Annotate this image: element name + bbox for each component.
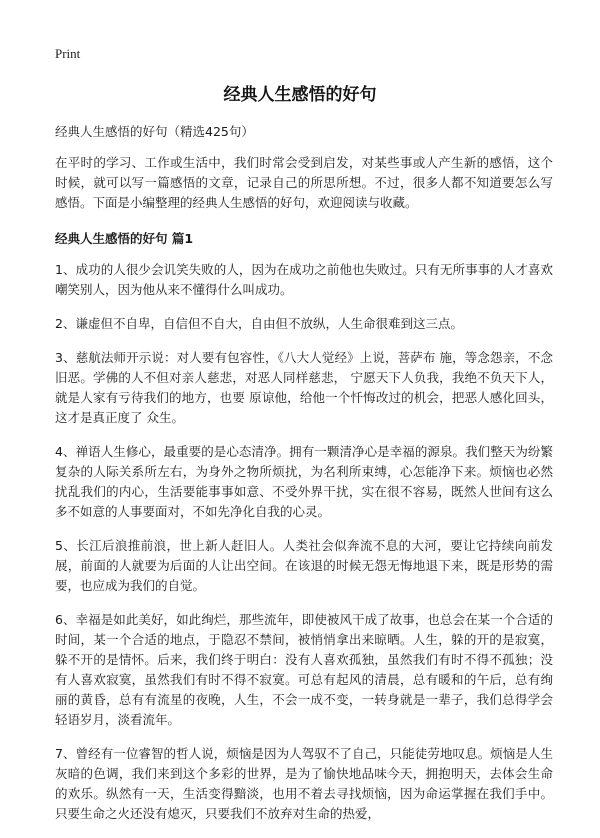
- print-link[interactable]: Print: [55, 46, 81, 61]
- article-subtitle: 经典人生感悟的好句（精选425句）: [55, 124, 254, 139]
- intro-paragraph: 在平时的学习、工作或生活中，我们时常会受到启发，对某些事或人产生新的感悟，这个时候，就可以写一篇感悟的文章，记录自己的所思所想。不过，很多人都不知道要怎么写感悟。下面是小编整理的经典人生感悟的好句，欢迎阅读与收藏。: [55, 155, 553, 210]
- section-heading: 经典人生感悟的好句 篇1: [55, 231, 194, 246]
- article-body: [55, 122, 553, 838]
- page-title: 经典人生感悟的好句: [223, 85, 377, 105]
- list-item: 4、禅语人生修心，最重要的是心态清净。拥有一颗清净心是幸福的源泉。我们整天为纷繁复杂的人际关系所左右，为身外之物所烦扰，为名利所束缚，心怎能净下来。烦恼也必然扰乱我们的内心，生活要能事事如意、不受外界干扰，实在很不容易，既然人世间有这么多不如意的人事要面对，不如先净化自我的心灵。: [55, 444, 553, 519]
- list-item: 2、谦虚但不自卑，自信但不自大，自由但不放纵，人生命很难到这三点。: [55, 316, 463, 331]
- list-item: 3、慈航法师开示说：对人要有包容性，《八大人觉经》上说，菩萨布 施，等念怨亲，不念旧恶。学佛的人不但对亲人慈悲，对恶人同样慈悲， 宁愿天下人负我，我绝不负天下人，就是人家有亏待我们的地方，也要 原谅他，给他一个忏悔改过的机会，把恶人感化回头，这才是真正度了 众生。: [55, 350, 553, 425]
- list-item: 1、成功的人很少会讥笑失败的人，因为在成功之前他也失败过。只有无所事事的人才喜欢嘲笑别人，因为他从来不懂得什么叫成功。: [55, 262, 553, 297]
- list-item: 7、曾经有一位睿智的哲人说，烦恼是因为人驾驭不了自己，只能徒劳地叹息。烦恼是人生灰暗的色调，我们来到这个多彩的世界，是为了愉快地品味今天，拥抱明天，去体会生命的欢乐。纵然有一天，生活变得黯淡，也用不着去寻找烦恼，因为命运掌握在我们手中。只要生命之火还没有熄灭，只要我们不放弃对生命的热爱，: [55, 746, 553, 821]
- list-item: 6、幸福是如此美好，如此绚烂，那些流年，即使被风干成了故事，也总会在某一个合适的时间，某一个合适的地点，于隐忍不禁间，被悄悄拿出来晾晒。人生，躲的开的是寂寞，躲不开的是情怀。后来，我们终于明白：没有人喜欢孤独，虽然我们有时不得不孤独；没有人喜欢寂寞，虽然我们有时不得不寂寞。可总有起风的清晨，总有暖和的午后，总有绚丽的黄昏，总有有流星的夜晚，人生，不会一成不变，一转身就是一辈子，我们总得学会轻语岁月，淡看流年。: [55, 612, 553, 727]
- list-item: 5、长江后浪推前浪，世上新人赶旧人。人类社会似奔流不息的大河，要让它持续向前发展，前面的人就要为后面的人让出空间。在该退的时候无怨无悔地退下来，既是形势的需要，也应成为我们的自觉。: [55, 538, 553, 593]
